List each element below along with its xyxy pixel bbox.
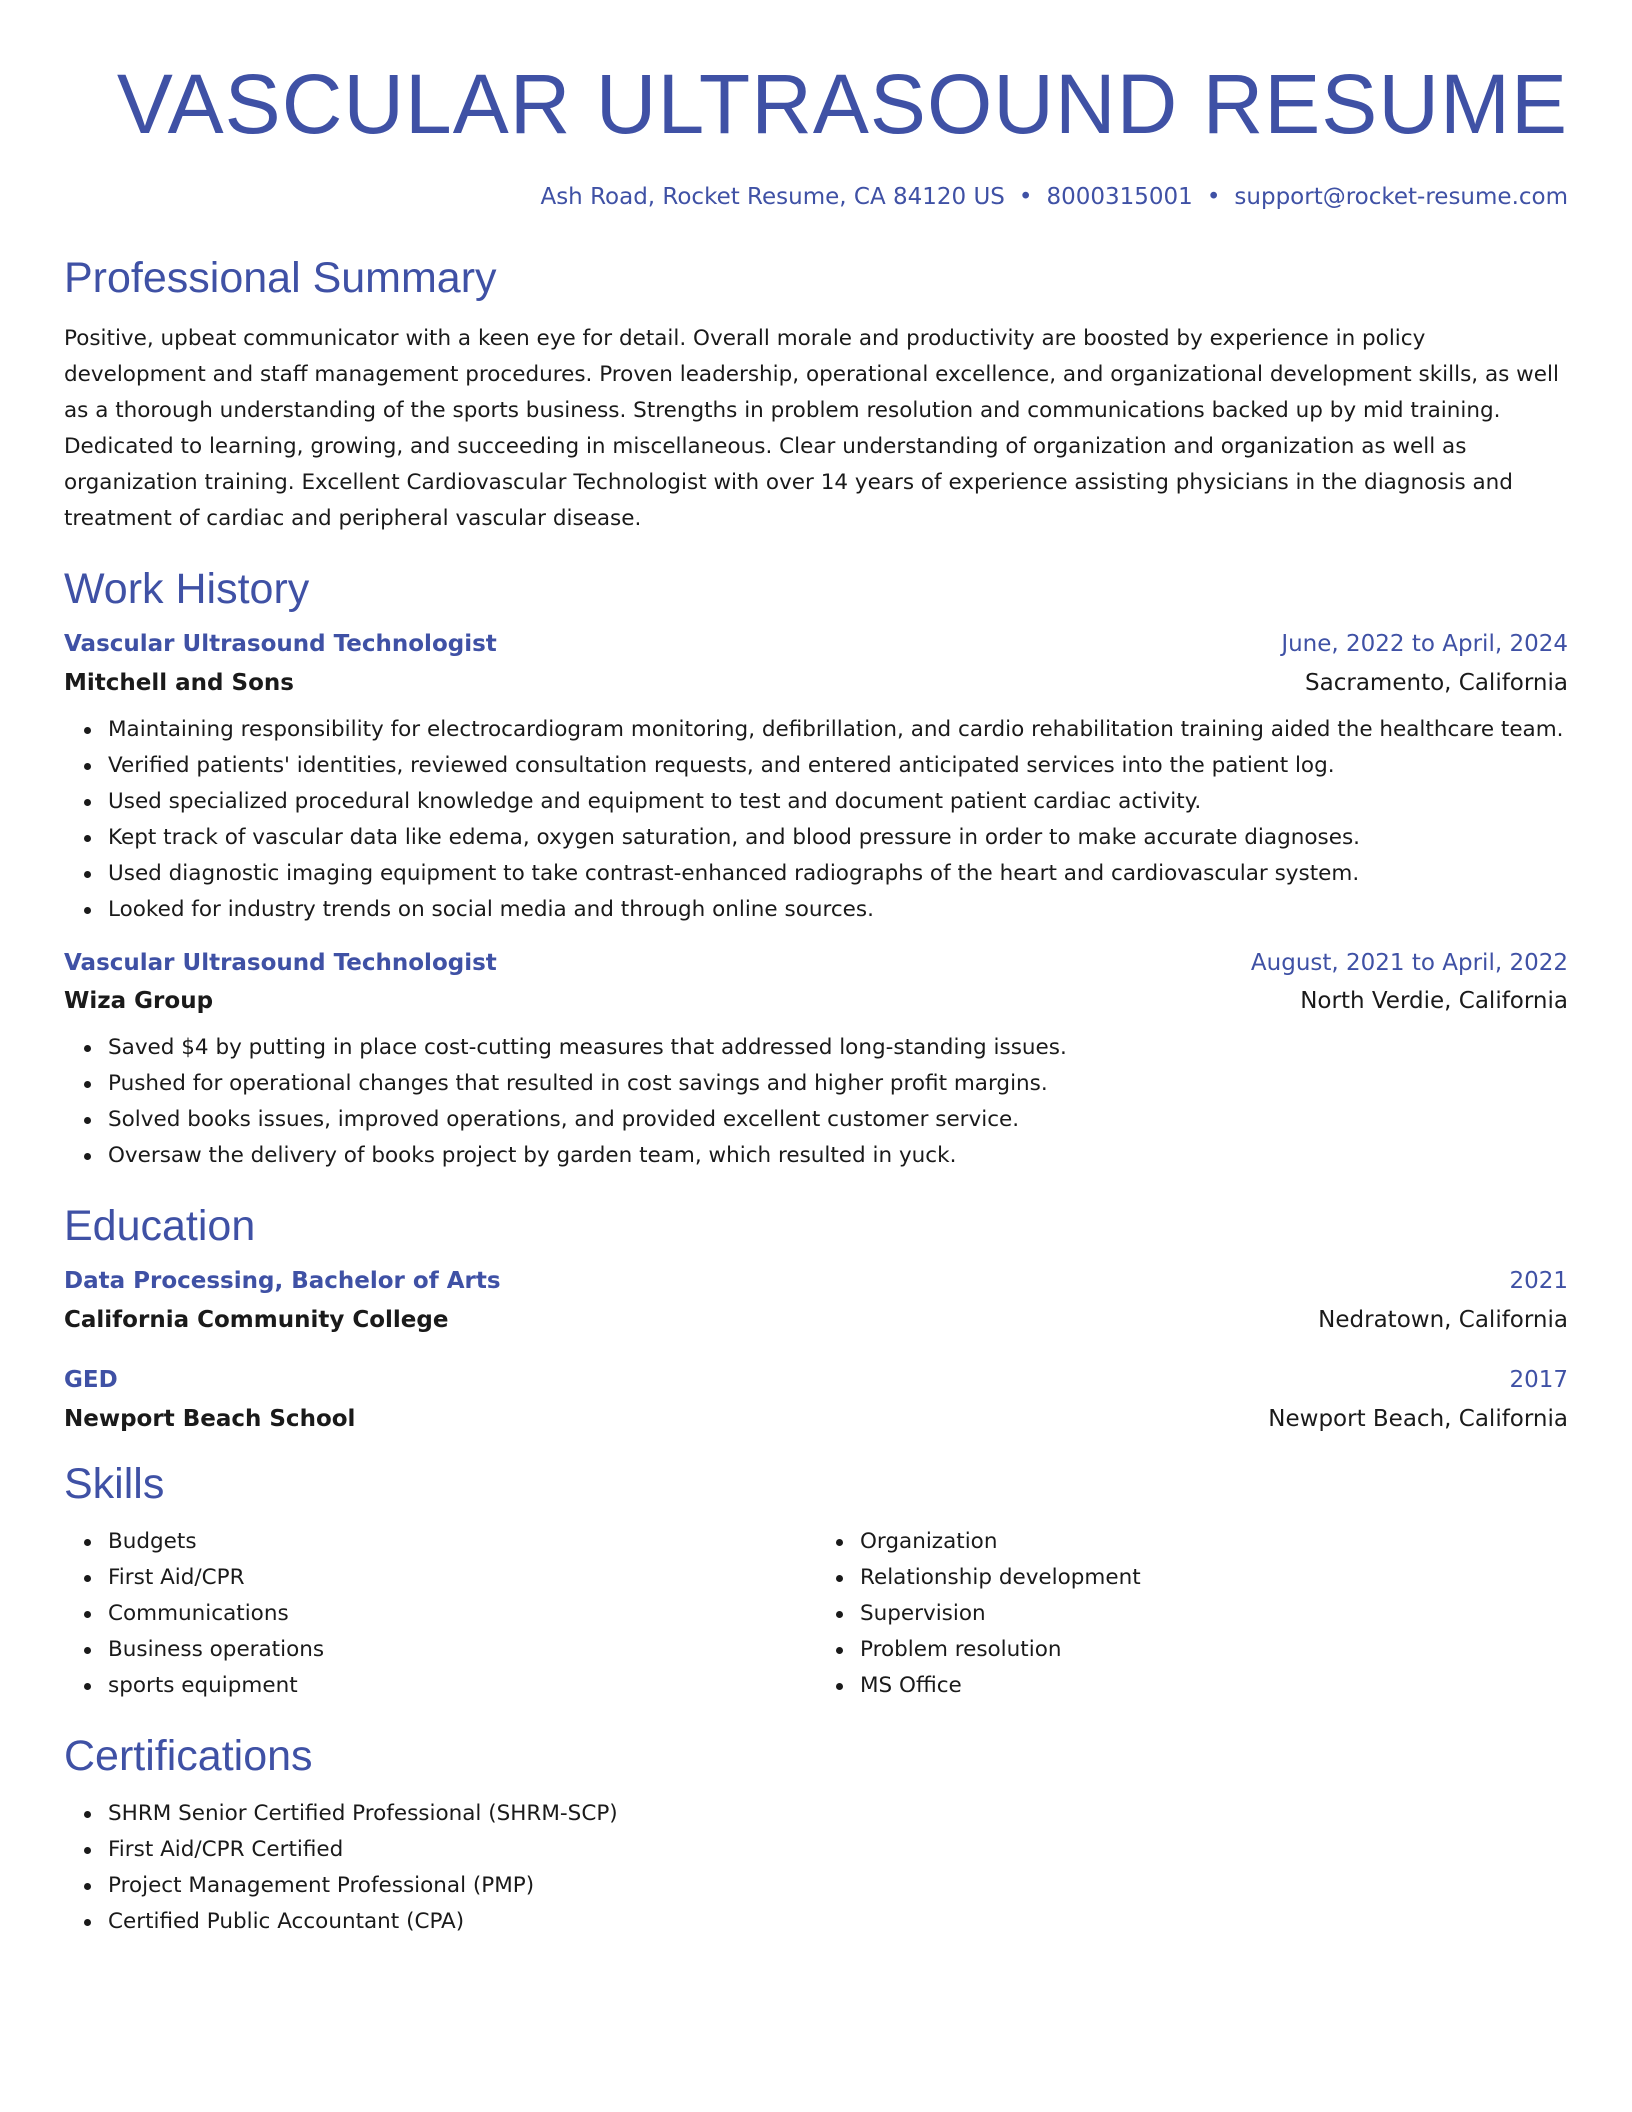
skill-item: Problem resolution bbox=[860, 1632, 1568, 1668]
job-title: Vascular Ultrasound Technologist bbox=[64, 631, 497, 657]
education-year: 2021 bbox=[1509, 1268, 1568, 1294]
education-section bbox=[64, 1200, 1568, 1434]
certifications-section bbox=[64, 1730, 1568, 1940]
education-year: 2017 bbox=[1509, 1367, 1568, 1393]
work-history-title: Work History bbox=[64, 565, 310, 613]
company-name: Mitchell and Sons bbox=[64, 670, 294, 696]
job-location: North Verdie, California bbox=[1300, 988, 1568, 1014]
job-title: Vascular Ultrasound Technologist bbox=[64, 950, 497, 976]
school-location: Newport Beach, California bbox=[1268, 1406, 1568, 1432]
certification-item: Certified Public Accountant (CPA) bbox=[108, 1904, 1568, 1940]
list-item: Oversaw the delivery of books project by garden team, which resulted in yuck. bbox=[108, 1138, 1568, 1174]
certification-item: First Aid/CPR Certified bbox=[108, 1832, 1568, 1868]
education-entry-header bbox=[64, 1266, 1568, 1296]
contact-line bbox=[64, 182, 1568, 212]
list-item: Used diagnostic imaging equipment to take contrast-enhanced radiographs of the heart and cardiovascular system. bbox=[108, 856, 1568, 892]
contact-separator: • bbox=[1206, 184, 1221, 210]
job-dates: August, 2021 to April, 2022 bbox=[1250, 950, 1568, 976]
work-entry-header bbox=[64, 948, 1568, 978]
skills-column-right bbox=[816, 1524, 1568, 1704]
resume-name: VASCULAR ULTRASOUND RESUME bbox=[116, 57, 1568, 151]
work-entry-subheader bbox=[64, 986, 1568, 1016]
contact-email[interactable]: support@rocket-resume.com bbox=[1234, 184, 1568, 210]
skill-item: sports equipment bbox=[108, 1668, 816, 1704]
job-location: Sacramento, California bbox=[1305, 670, 1568, 696]
skill-item: Relationship development bbox=[860, 1560, 1568, 1596]
work-entry bbox=[64, 948, 1568, 1174]
education-entry-header bbox=[64, 1365, 1568, 1395]
list-item: Saved $4 by putting in place cost-cutting measures that addressed long-standing issues. bbox=[108, 1030, 1568, 1066]
education-entry-subheader bbox=[64, 1404, 1568, 1434]
education-entry-subheader bbox=[64, 1305, 1568, 1335]
certifications-list bbox=[64, 1796, 1568, 1940]
list-item: Kept track of vascular data like edema, oxygen saturation, and blood pressure in order to make accurate diagnoses. bbox=[108, 820, 1568, 856]
skill-item: Business operations bbox=[108, 1632, 816, 1668]
certification-item: Project Management Professional (PMP) bbox=[108, 1868, 1568, 1904]
list-item: Looked for industry trends on social media and through online sources. bbox=[108, 892, 1568, 928]
work-entry-header bbox=[64, 629, 1568, 659]
degree-name: Data Processing, Bachelor of Arts bbox=[64, 1268, 501, 1294]
school-name: Newport Beach School bbox=[64, 1406, 356, 1432]
education-entry bbox=[64, 1266, 1568, 1335]
school-name: California Community College bbox=[64, 1307, 449, 1333]
contact-phone: 8000315001 bbox=[1046, 184, 1193, 210]
skill-item: Organization bbox=[860, 1524, 1568, 1560]
skills-title: Skills bbox=[64, 1460, 165, 1508]
degree-name: GED bbox=[64, 1367, 118, 1393]
resume-header bbox=[64, 52, 1568, 212]
summary-title: Professional Summary bbox=[64, 254, 497, 302]
work-entry-subheader bbox=[64, 668, 1568, 698]
skill-item: Budgets bbox=[108, 1524, 816, 1560]
job-bullets bbox=[64, 712, 1568, 928]
list-item: Pushed for operational changes that resulted in cost savings and higher profit margins. bbox=[108, 1066, 1568, 1102]
job-dates: June, 2022 to April, 2024 bbox=[1281, 631, 1568, 657]
skill-item: MS Office bbox=[860, 1668, 1568, 1704]
skills-section bbox=[64, 1458, 1568, 1704]
work-history-section bbox=[64, 563, 1568, 1174]
list-item: Maintaining responsibility for electrocardiogram monitoring, defibrillation, and cardio rehabilitation training aided the healthcare team. bbox=[108, 712, 1568, 748]
list-item: Used specialized procedural knowledge and equipment to test and document patient cardiac activity. bbox=[108, 784, 1568, 820]
skills-column-left bbox=[64, 1524, 816, 1704]
company-name: Wiza Group bbox=[64, 988, 214, 1014]
school-location: Nedratown, California bbox=[1318, 1307, 1568, 1333]
skill-item: Supervision bbox=[860, 1596, 1568, 1632]
job-bullets bbox=[64, 1030, 1568, 1174]
education-entry bbox=[64, 1365, 1568, 1434]
certifications-title: Certifications bbox=[64, 1732, 313, 1780]
list-item: Verified patients' identities, reviewed consultation requests, and entered anticipated services into the patient log. bbox=[108, 748, 1568, 784]
education-title: Education bbox=[64, 1202, 256, 1250]
skills-grid bbox=[64, 1524, 1568, 1704]
contact-separator: • bbox=[1018, 184, 1033, 210]
certification-item: SHRM Senior Certified Professional (SHRM-SCP) bbox=[108, 1796, 1568, 1832]
skill-item: First Aid/CPR bbox=[108, 1560, 816, 1596]
skill-item: Communications bbox=[108, 1596, 816, 1632]
summary-text: Positive, upbeat communicator with a keen eye for detail. Overall morale and productivity are boosted by experience in policy development and staff management procedures. Proven leadership, operational excellence, and organizational development skills, as well as a thorough understanding of the sports business. Strengths in problem resolution and communications backed up by mid training. Dedicated to learning, growing, and succeeding in miscellaneous. Clear understanding of organization and organization as well as organization training. Excellent Cardiovascular Technologist with over 14 years of experience assisting physicians in the diagnosis and treatment of cardiac and peripheral vascular disease. bbox=[64, 326, 1559, 531]
work-entry bbox=[64, 629, 1568, 928]
contact-address: Ash Road, Rocket Resume, CA 84120 US bbox=[540, 184, 1005, 210]
list-item: Solved books issues, improved operations, and provided excellent customer service. bbox=[108, 1102, 1568, 1138]
